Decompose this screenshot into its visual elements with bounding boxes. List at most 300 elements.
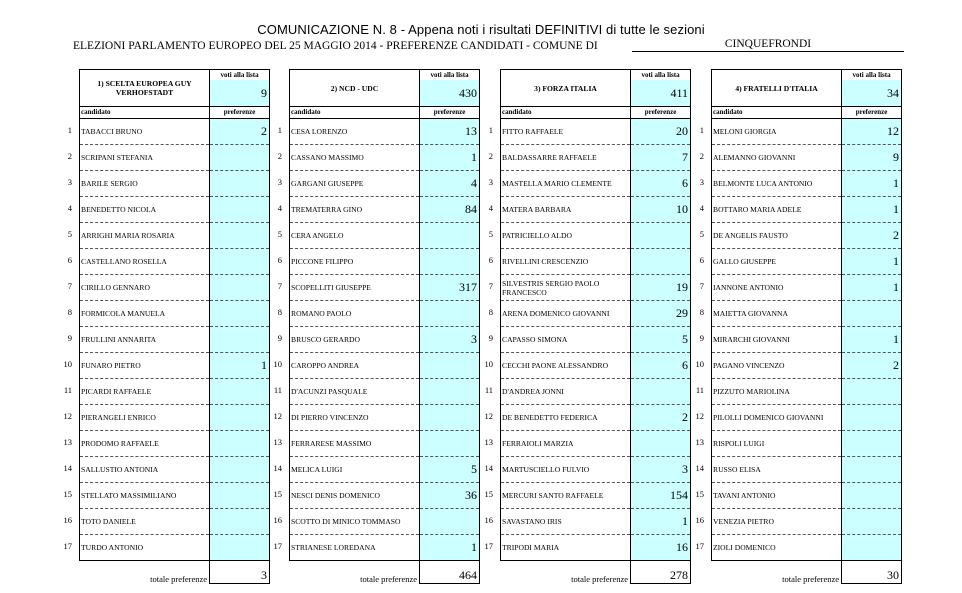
candidate-name: PIERANGELI ENRICO bbox=[80, 405, 210, 431]
preference-value: 7 bbox=[631, 145, 691, 171]
table-row bbox=[712, 301, 902, 327]
table-row bbox=[80, 301, 270, 327]
candidate-name: ALEMANNO GIOVANNI bbox=[712, 145, 842, 171]
preference-header: preferenze bbox=[210, 107, 270, 119]
table-row bbox=[501, 405, 691, 431]
table-row bbox=[80, 431, 270, 457]
candidate-name: SILVESTRIS SERGIO PAOLO FRANCESCO bbox=[501, 275, 631, 301]
candidate-name: PIZZUTO MARIOLINA bbox=[712, 379, 842, 405]
preference-value: 6 bbox=[631, 353, 691, 379]
candidate-name: ZIOLI DOMENICO bbox=[712, 535, 842, 561]
candidate-name: MELICA LUIGI bbox=[290, 457, 420, 483]
row-number: 5 bbox=[488, 229, 493, 239]
row-number: 13 bbox=[695, 437, 704, 447]
row-number: 9 bbox=[699, 333, 704, 343]
candidate-name: MASTELLA MARIO CLEMENTE bbox=[501, 171, 631, 197]
candidate-name: MERCURI SANTO RAFFAELE bbox=[501, 483, 631, 509]
row-number: 14 bbox=[484, 463, 493, 473]
preference-value: 3 bbox=[420, 327, 480, 353]
candidate-name: TREMATERRA GINO bbox=[290, 197, 420, 223]
row-number-column bbox=[268, 117, 282, 559]
party-name: 2) NCD - UDC bbox=[290, 70, 420, 107]
row-number: 6 bbox=[277, 255, 282, 265]
row-number: 3 bbox=[67, 177, 72, 187]
candidate-name: PILOLLI DOMENICO GIOVANNI bbox=[712, 405, 842, 431]
table-row bbox=[501, 379, 691, 405]
preference-value: 1 bbox=[842, 327, 902, 353]
row-number: 2 bbox=[67, 151, 72, 161]
table-row bbox=[501, 301, 691, 327]
candidate-name: SCOPELLITI GIUSEPPE bbox=[290, 275, 420, 301]
row-number: 15 bbox=[63, 489, 72, 499]
table-row bbox=[290, 275, 480, 301]
table-row bbox=[80, 223, 270, 249]
candidate-name: IANNONE ANTONIO bbox=[712, 275, 842, 301]
candidate-name: CAROPPO ANDREA bbox=[290, 353, 420, 379]
preference-value: 5 bbox=[631, 327, 691, 353]
preference-value: 1 bbox=[842, 197, 902, 223]
list-votes-label: voti alla lista bbox=[631, 70, 691, 81]
table-row bbox=[712, 353, 902, 379]
table-row bbox=[290, 431, 480, 457]
row-number: 10 bbox=[484, 359, 493, 369]
preference-value bbox=[210, 249, 270, 275]
total-value: 30 bbox=[842, 561, 902, 584]
row-number: 2 bbox=[488, 151, 493, 161]
preference-value bbox=[210, 379, 270, 405]
candidate-name: GARGANI GIUSEPPE bbox=[290, 171, 420, 197]
party-table bbox=[500, 69, 691, 584]
preference-value: 19 bbox=[631, 275, 691, 301]
list-votes-value: 9 bbox=[210, 80, 270, 107]
preference-value bbox=[420, 353, 480, 379]
candidate-name: TRIPODI MARIA bbox=[501, 535, 631, 561]
preference-value: 16 bbox=[631, 535, 691, 561]
party-name: 4) FRATELLI D'ITALIA bbox=[712, 70, 842, 107]
candidate-name: NESCI DENIS DOMENICO bbox=[290, 483, 420, 509]
row-number: 17 bbox=[484, 541, 493, 551]
candidate-name: DE BENEDETTO FEDERICA bbox=[501, 405, 631, 431]
preference-value: 1 bbox=[842, 171, 902, 197]
candidate-name: ARENA DOMENICO GIOVANNI bbox=[501, 301, 631, 327]
list-votes-value: 34 bbox=[842, 80, 902, 107]
candidate-name: RISPOLI LUIGI bbox=[712, 431, 842, 457]
row-number: 7 bbox=[67, 281, 72, 291]
row-number: 4 bbox=[699, 203, 704, 213]
candidate-name: STRIANESE LOREDANA bbox=[290, 535, 420, 561]
total-value: 3 bbox=[210, 561, 270, 584]
row-number: 13 bbox=[273, 437, 282, 447]
table-row bbox=[712, 457, 902, 483]
row-number: 9 bbox=[488, 333, 493, 343]
table-row bbox=[290, 145, 480, 171]
table-row bbox=[712, 197, 902, 223]
total-value: 278 bbox=[631, 561, 691, 584]
row-number-column bbox=[479, 117, 493, 559]
row-number: 17 bbox=[273, 541, 282, 551]
candidate-name: BARILE SERGIO bbox=[80, 171, 210, 197]
preference-value bbox=[210, 197, 270, 223]
table-row bbox=[712, 327, 902, 353]
preference-value bbox=[842, 301, 902, 327]
row-number: 2 bbox=[277, 151, 282, 161]
candidate-header: candidato bbox=[501, 107, 631, 119]
row-number: 9 bbox=[67, 333, 72, 343]
preference-value: 2 bbox=[631, 405, 691, 431]
preference-value bbox=[210, 457, 270, 483]
candidate-name: CECCHI PAONE ALESSANDRO bbox=[501, 353, 631, 379]
table-row bbox=[80, 327, 270, 353]
preference-header: preferenze bbox=[842, 107, 902, 119]
row-number: 8 bbox=[488, 307, 493, 317]
row-number: 1 bbox=[277, 125, 282, 135]
candidate-name: TURDO ANTONIO bbox=[80, 535, 210, 561]
preference-value bbox=[420, 379, 480, 405]
table-row bbox=[80, 197, 270, 223]
row-number: 6 bbox=[67, 255, 72, 265]
candidate-name: D'ACUNZI PASQUALE bbox=[290, 379, 420, 405]
party-table bbox=[79, 69, 270, 584]
candidate-name: SCRIPANI STEFANIA bbox=[80, 145, 210, 171]
candidate-name: PAGANO VINCENZO bbox=[712, 353, 842, 379]
table-row bbox=[712, 405, 902, 431]
preference-value: 2 bbox=[842, 353, 902, 379]
row-number: 15 bbox=[484, 489, 493, 499]
table-row bbox=[290, 197, 480, 223]
candidate-name: BENEDETTO NICOLA bbox=[80, 197, 210, 223]
table-row bbox=[712, 145, 902, 171]
table-row bbox=[290, 457, 480, 483]
preference-value bbox=[210, 483, 270, 509]
preference-value: 1 bbox=[631, 509, 691, 535]
row-number: 5 bbox=[277, 229, 282, 239]
candidate-name: VENEZIA PIETRO bbox=[712, 509, 842, 535]
preference-value bbox=[631, 431, 691, 457]
table-row bbox=[501, 119, 691, 145]
table-row bbox=[290, 405, 480, 431]
page-subtitle: ELEZIONI PARLAMENTO EUROPEO DEL 25 MAGGIO 2014 - PREFERENZE CANDIDATI - COMUNE DI bbox=[73, 40, 598, 52]
candidate-name: TAVANI ANTONIO bbox=[712, 483, 842, 509]
candidate-header: candidato bbox=[712, 107, 842, 119]
table-row bbox=[501, 535, 691, 561]
row-number: 10 bbox=[63, 359, 72, 369]
preference-value: 4 bbox=[420, 171, 480, 197]
candidate-name: ROMANO PAOLO bbox=[290, 301, 420, 327]
preference-value: 5 bbox=[420, 457, 480, 483]
table-row bbox=[712, 535, 902, 561]
candidate-name: CASTELLANO ROSELLA bbox=[80, 249, 210, 275]
preference-header: preferenze bbox=[631, 107, 691, 119]
preference-value bbox=[210, 171, 270, 197]
table-row bbox=[80, 379, 270, 405]
preference-value bbox=[842, 509, 902, 535]
row-number: 10 bbox=[695, 359, 704, 369]
preference-value: 9 bbox=[842, 145, 902, 171]
table-row bbox=[712, 223, 902, 249]
candidate-name: FITTO RAFFAELE bbox=[501, 119, 631, 145]
preference-value bbox=[210, 327, 270, 353]
preference-value: 1 bbox=[420, 535, 480, 561]
candidate-name: FERRARESE MASSIMO bbox=[290, 431, 420, 457]
preference-value bbox=[210, 535, 270, 561]
preference-value: 29 bbox=[631, 301, 691, 327]
preference-value: 154 bbox=[631, 483, 691, 509]
preference-value: 1 bbox=[842, 249, 902, 275]
table-row bbox=[290, 509, 480, 535]
preference-value bbox=[420, 223, 480, 249]
row-number: 15 bbox=[273, 489, 282, 499]
candidate-name: PATRICIELLO ALDO bbox=[501, 223, 631, 249]
preference-value bbox=[210, 405, 270, 431]
table-row bbox=[712, 249, 902, 275]
candidate-name: FUNARO PIETRO bbox=[80, 353, 210, 379]
candidate-name: CESA LORENZO bbox=[290, 119, 420, 145]
table-row bbox=[712, 379, 902, 405]
total-label: totale preferenze bbox=[80, 561, 210, 584]
table-row bbox=[80, 405, 270, 431]
list-votes-label: voti alla lista bbox=[420, 70, 480, 81]
comune-name: CINQUEFRONDI bbox=[632, 38, 904, 52]
row-number: 16 bbox=[273, 515, 282, 525]
preference-value: 6 bbox=[631, 171, 691, 197]
row-number: 4 bbox=[277, 203, 282, 213]
table-row bbox=[712, 275, 902, 301]
row-number: 16 bbox=[695, 515, 704, 525]
preference-value bbox=[631, 379, 691, 405]
total-label: totale preferenze bbox=[290, 561, 420, 584]
candidate-name: CERA ANGELO bbox=[290, 223, 420, 249]
preference-header: preferenze bbox=[420, 107, 480, 119]
row-number: 4 bbox=[67, 203, 72, 213]
preference-value bbox=[631, 223, 691, 249]
preference-value: 1 bbox=[420, 145, 480, 171]
preference-value bbox=[842, 535, 902, 561]
candidate-name: BELMONTE LUCA ANTONIO bbox=[712, 171, 842, 197]
table-row bbox=[501, 353, 691, 379]
table-row bbox=[712, 171, 902, 197]
candidate-name: TOTO DANIELE bbox=[80, 509, 210, 535]
table-row bbox=[501, 509, 691, 535]
candidate-name: FERRAIOLI MARZIA bbox=[501, 431, 631, 457]
table-row bbox=[501, 197, 691, 223]
row-number: 14 bbox=[273, 463, 282, 473]
party-name: 1) SCELTA EUROPEA GUY VERHOFSTADT bbox=[80, 70, 210, 107]
table-row bbox=[80, 249, 270, 275]
candidate-name: SALLUSTIO ANTONIA bbox=[80, 457, 210, 483]
table-row bbox=[501, 249, 691, 275]
candidate-name: BOTTARO MARIA ADELE bbox=[712, 197, 842, 223]
row-number: 11 bbox=[63, 385, 72, 395]
candidate-name: CASSANO MASSIMO bbox=[290, 145, 420, 171]
table-row bbox=[501, 223, 691, 249]
row-number: 16 bbox=[63, 515, 72, 525]
row-number: 8 bbox=[67, 307, 72, 317]
row-number: 6 bbox=[699, 255, 704, 265]
preference-value: 2 bbox=[210, 119, 270, 145]
row-number: 5 bbox=[699, 229, 704, 239]
preference-value: 1 bbox=[842, 275, 902, 301]
preference-value: 84 bbox=[420, 197, 480, 223]
preference-value bbox=[842, 431, 902, 457]
row-number: 3 bbox=[699, 177, 704, 187]
candidate-name: PRODOMO RAFFAELE bbox=[80, 431, 210, 457]
preference-value bbox=[210, 275, 270, 301]
table-row bbox=[501, 457, 691, 483]
table-row bbox=[80, 509, 270, 535]
preference-value bbox=[420, 249, 480, 275]
table-row bbox=[290, 119, 480, 145]
table-row bbox=[80, 275, 270, 301]
row-number: 11 bbox=[695, 385, 704, 395]
list-votes-label: voti alla lista bbox=[210, 70, 270, 81]
table-row bbox=[290, 535, 480, 561]
row-number: 12 bbox=[273, 411, 282, 421]
preference-value bbox=[842, 483, 902, 509]
candidate-name: PICCONE FILIPPO bbox=[290, 249, 420, 275]
row-number: 11 bbox=[273, 385, 282, 395]
row-number: 12 bbox=[695, 411, 704, 421]
row-number: 17 bbox=[63, 541, 72, 551]
table-row bbox=[80, 353, 270, 379]
table-row bbox=[290, 249, 480, 275]
candidate-name: D'ANDREA JONNI bbox=[501, 379, 631, 405]
row-number: 3 bbox=[488, 177, 493, 187]
candidate-name: MARTUSCIELLO FULVIO bbox=[501, 457, 631, 483]
preference-value bbox=[842, 405, 902, 431]
total-label: totale preferenze bbox=[712, 561, 842, 584]
candidate-name: DE ANGELIS FAUSTO bbox=[712, 223, 842, 249]
candidate-name: FRULLINI ANNARITA bbox=[80, 327, 210, 353]
row-number: 10 bbox=[273, 359, 282, 369]
preference-value bbox=[420, 405, 480, 431]
candidate-name: MATERA BARBARA bbox=[501, 197, 631, 223]
row-number: 16 bbox=[484, 515, 493, 525]
table-row bbox=[80, 535, 270, 561]
preference-value: 20 bbox=[631, 119, 691, 145]
list-votes-label: voti alla lista bbox=[842, 70, 902, 81]
page-title: COMUNICAZIONE N. 8 - Appena noti i risultati DEFINITIVI di tutte le sezioni bbox=[257, 22, 705, 37]
preference-value bbox=[420, 509, 480, 535]
preference-value bbox=[631, 249, 691, 275]
table-row bbox=[290, 327, 480, 353]
row-number: 15 bbox=[695, 489, 704, 499]
preference-value: 2 bbox=[842, 223, 902, 249]
table-row bbox=[501, 327, 691, 353]
row-number: 1 bbox=[488, 125, 493, 135]
table-row bbox=[80, 457, 270, 483]
row-number: 12 bbox=[484, 411, 493, 421]
table-row bbox=[501, 275, 691, 301]
preference-value: 1 bbox=[210, 353, 270, 379]
table-row bbox=[501, 431, 691, 457]
row-number: 9 bbox=[277, 333, 282, 343]
row-number-column bbox=[690, 117, 704, 559]
row-number: 8 bbox=[277, 307, 282, 317]
row-number: 7 bbox=[488, 281, 493, 291]
preference-value: 317 bbox=[420, 275, 480, 301]
table-row bbox=[80, 483, 270, 509]
candidate-header: candidato bbox=[80, 107, 210, 119]
row-number: 13 bbox=[63, 437, 72, 447]
candidate-name: CAPASSO SIMONA bbox=[501, 327, 631, 353]
row-number: 1 bbox=[67, 125, 72, 135]
candidate-name: RUSSO ELISA bbox=[712, 457, 842, 483]
preference-value bbox=[210, 301, 270, 327]
candidate-name: BALDASSARRE RAFFAELE bbox=[501, 145, 631, 171]
table-row bbox=[712, 431, 902, 457]
row-number: 14 bbox=[63, 463, 72, 473]
candidate-name: MELONI GIORGIA bbox=[712, 119, 842, 145]
row-number: 4 bbox=[488, 203, 493, 213]
row-number: 8 bbox=[699, 307, 704, 317]
list-votes-value: 430 bbox=[420, 80, 480, 107]
row-number: 12 bbox=[63, 411, 72, 421]
row-number: 1 bbox=[699, 125, 704, 135]
table-row bbox=[712, 483, 902, 509]
table-row bbox=[501, 145, 691, 171]
preference-value: 10 bbox=[631, 197, 691, 223]
row-number: 5 bbox=[67, 229, 72, 239]
candidate-name: PICARDI RAFFAELE bbox=[80, 379, 210, 405]
preference-value bbox=[210, 223, 270, 249]
row-number: 17 bbox=[695, 541, 704, 551]
row-number: 14 bbox=[695, 463, 704, 473]
candidate-name: STELLATO MASSIMILIANO bbox=[80, 483, 210, 509]
candidate-name: MAIETTA GIOVANNA bbox=[712, 301, 842, 327]
candidate-name: ARRIGHI MARIA ROSARIA bbox=[80, 223, 210, 249]
candidate-name: DI PIERRO VINCENZO bbox=[290, 405, 420, 431]
preference-value bbox=[842, 379, 902, 405]
list-votes-value: 411 bbox=[631, 80, 691, 107]
table-row bbox=[501, 483, 691, 509]
preference-value bbox=[842, 457, 902, 483]
candidate-name: BRUSCO GERARDO bbox=[290, 327, 420, 353]
table-row bbox=[80, 145, 270, 171]
table-row bbox=[712, 119, 902, 145]
preference-value bbox=[210, 145, 270, 171]
table-row bbox=[290, 379, 480, 405]
preference-value bbox=[210, 431, 270, 457]
candidate-name: GALLO GIUSEPPE bbox=[712, 249, 842, 275]
table-row bbox=[501, 171, 691, 197]
row-number: 2 bbox=[699, 151, 704, 161]
preference-value: 12 bbox=[842, 119, 902, 145]
table-row bbox=[80, 171, 270, 197]
row-number: 6 bbox=[488, 255, 493, 265]
party-table bbox=[289, 69, 480, 584]
table-row bbox=[80, 119, 270, 145]
candidate-name: FORMICOLA MANUELA bbox=[80, 301, 210, 327]
table-row bbox=[290, 483, 480, 509]
candidate-name: RIVELLINI CRESCENZIO bbox=[501, 249, 631, 275]
total-label: totale preferenze bbox=[501, 561, 631, 584]
table-row bbox=[290, 223, 480, 249]
candidate-name: TABACCI BRUNO bbox=[80, 119, 210, 145]
preference-value bbox=[420, 301, 480, 327]
row-number: 7 bbox=[699, 281, 704, 291]
row-number: 13 bbox=[484, 437, 493, 447]
row-number-column bbox=[58, 117, 72, 559]
candidate-name: SCOTTO DI MINICO TOMMASO bbox=[290, 509, 420, 535]
preference-value: 36 bbox=[420, 483, 480, 509]
preference-value: 3 bbox=[631, 457, 691, 483]
table-row bbox=[290, 171, 480, 197]
preference-value: 13 bbox=[420, 119, 480, 145]
row-number: 3 bbox=[277, 177, 282, 187]
table-row bbox=[290, 301, 480, 327]
preference-value bbox=[210, 509, 270, 535]
candidate-name: SAVASTANO IRIS bbox=[501, 509, 631, 535]
